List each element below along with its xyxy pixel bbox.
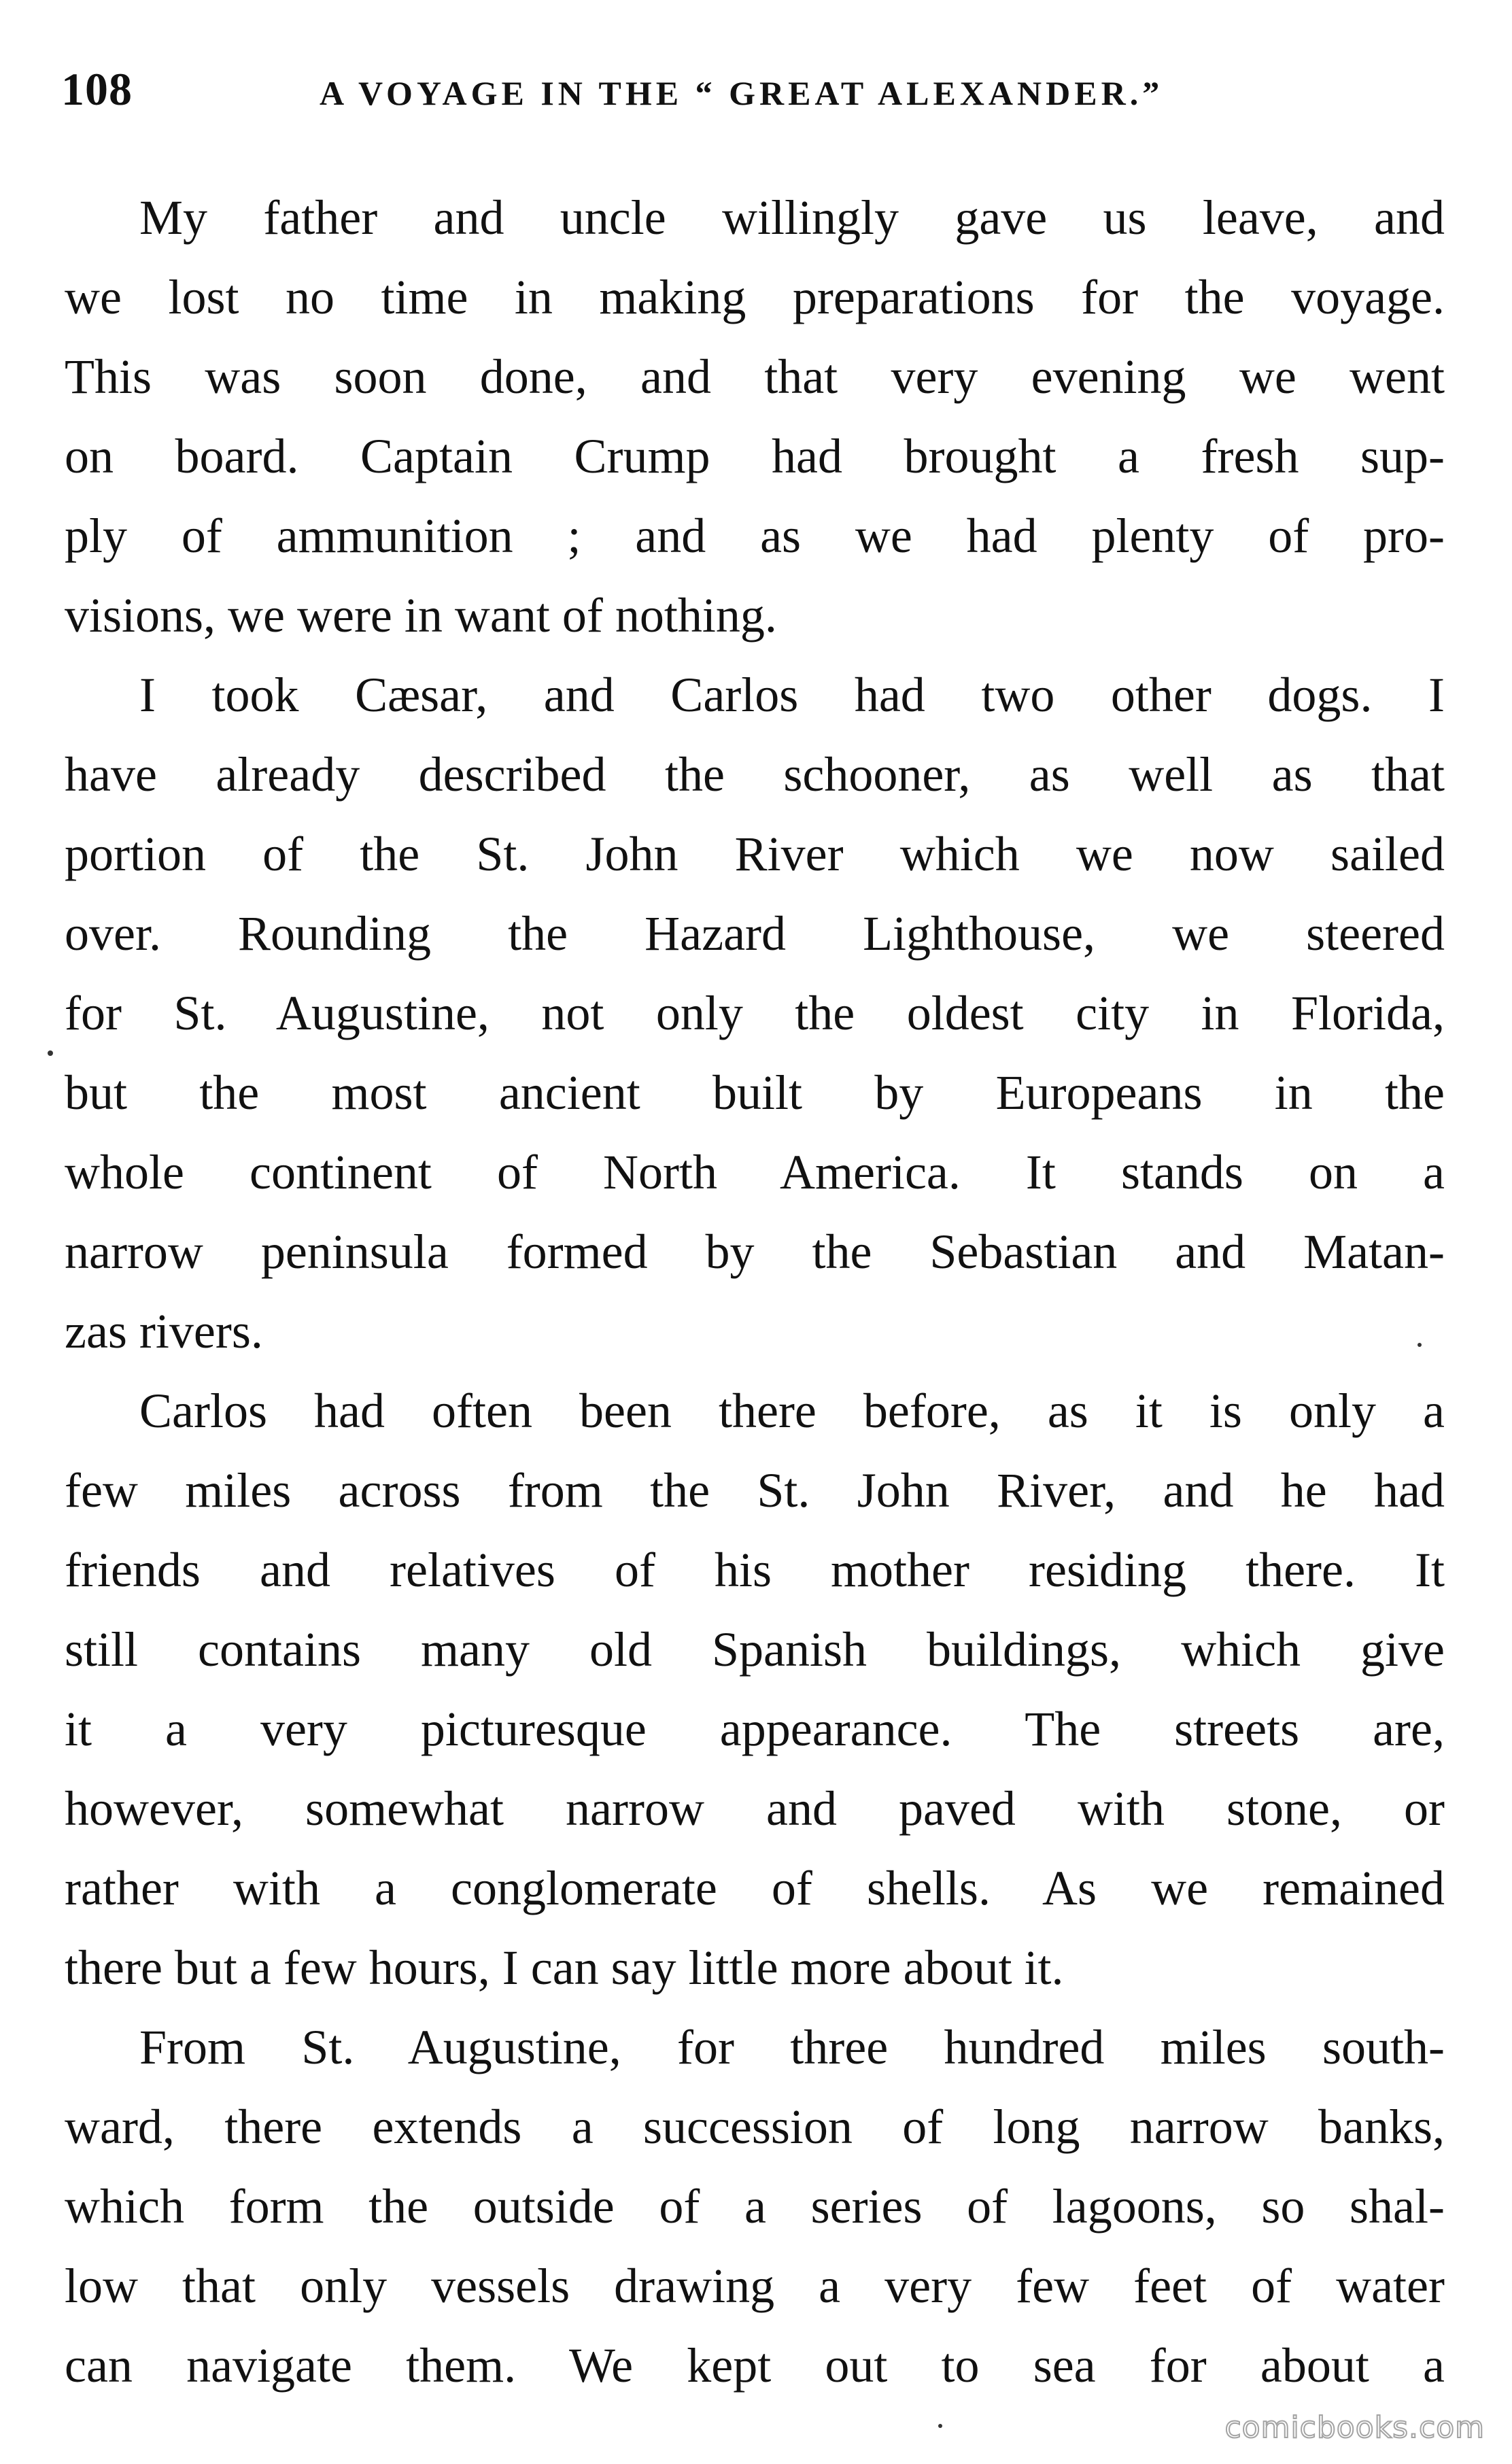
text-line: over. Rounding the Hazard Lighthouse, we steered: [65, 906, 1445, 961]
text-line: I took Cæsar, and Carlos had two other dogs. I: [139, 668, 1445, 722]
text-line: My father and uncle willingly gave us leave, and: [139, 190, 1445, 245]
running-head: A VOYAGE IN THE “ GREAT ALEXANDER.”: [320, 74, 1164, 112]
watermark: comicbooks.com: [1224, 2410, 1485, 2445]
text-line: still contains many old Spanish buildings, which give: [65, 1622, 1445, 1677]
text-line: From St. Augustine, for three hundred miles south-: [139, 2020, 1445, 2074]
text-line: it a very picturesque appearance. The streets are,: [65, 1702, 1445, 1756]
text-line: we lost no time in making preparations for the voyage.: [65, 270, 1445, 324]
page-number: 108: [61, 63, 133, 115]
paragraph-3: [65, 1371, 1445, 2008]
text-line: on board. Captain Crump had brought a fresh sup-: [65, 429, 1445, 483]
paragraph-1: [65, 178, 1445, 655]
text-line: for St. Augustine, not only the oldest city in Florida,: [65, 986, 1445, 1040]
body-text: [65, 178, 1445, 2406]
text-line: Carlos had often been there before, as it is only a: [139, 1384, 1445, 1438]
text-line: This was soon done, and that very evening we went: [65, 349, 1445, 404]
text-line: friends and relatives of his mother residing there. It: [65, 1543, 1445, 1597]
text-line: there but a few hours, I can say little more about it.: [65, 1940, 1064, 1995]
text-line: but the most ancient built by Europeans in the: [65, 1065, 1445, 1120]
paragraph-2: [65, 655, 1445, 1371]
text-line: zas rivers.: [65, 1304, 263, 1358]
text-line: ward, there extends a succession of long narrow banks,: [65, 2100, 1445, 2154]
paragraph-4: [65, 2008, 1445, 2406]
text-line: which form the outside of a series of lagoons, so shal-: [65, 2179, 1445, 2234]
text-line: portion of the St. John River which we now sailed: [65, 827, 1445, 881]
print-speck: [48, 1050, 53, 1056]
text-line: ply of ammunition ; and as we had plenty of pro-: [65, 509, 1445, 563]
print-speck: [938, 2424, 942, 2428]
page-header: [61, 63, 1455, 117]
text-line: visions, we were in want of nothing.: [65, 588, 777, 643]
print-speck: [1418, 1343, 1422, 1347]
text-line: narrow peninsula formed by the Sebastian and Matan-: [65, 1225, 1445, 1279]
text-line: have already described the schooner, as well as that: [65, 747, 1445, 802]
text-line: whole continent of North America. It stands on a: [65, 1145, 1445, 1199]
text-line: rather with a conglomerate of shells. As we remained: [65, 1861, 1445, 1915]
text-line: low that only vessels drawing a very few feet of water: [65, 2259, 1445, 2313]
text-line: can navigate them. We kept out to sea for about a: [65, 2338, 1445, 2393]
text-line: few miles across from the St. John River, and he had: [65, 1463, 1445, 1518]
text-line: however, somewhat narrow and paved with stone, or: [65, 1781, 1445, 1836]
